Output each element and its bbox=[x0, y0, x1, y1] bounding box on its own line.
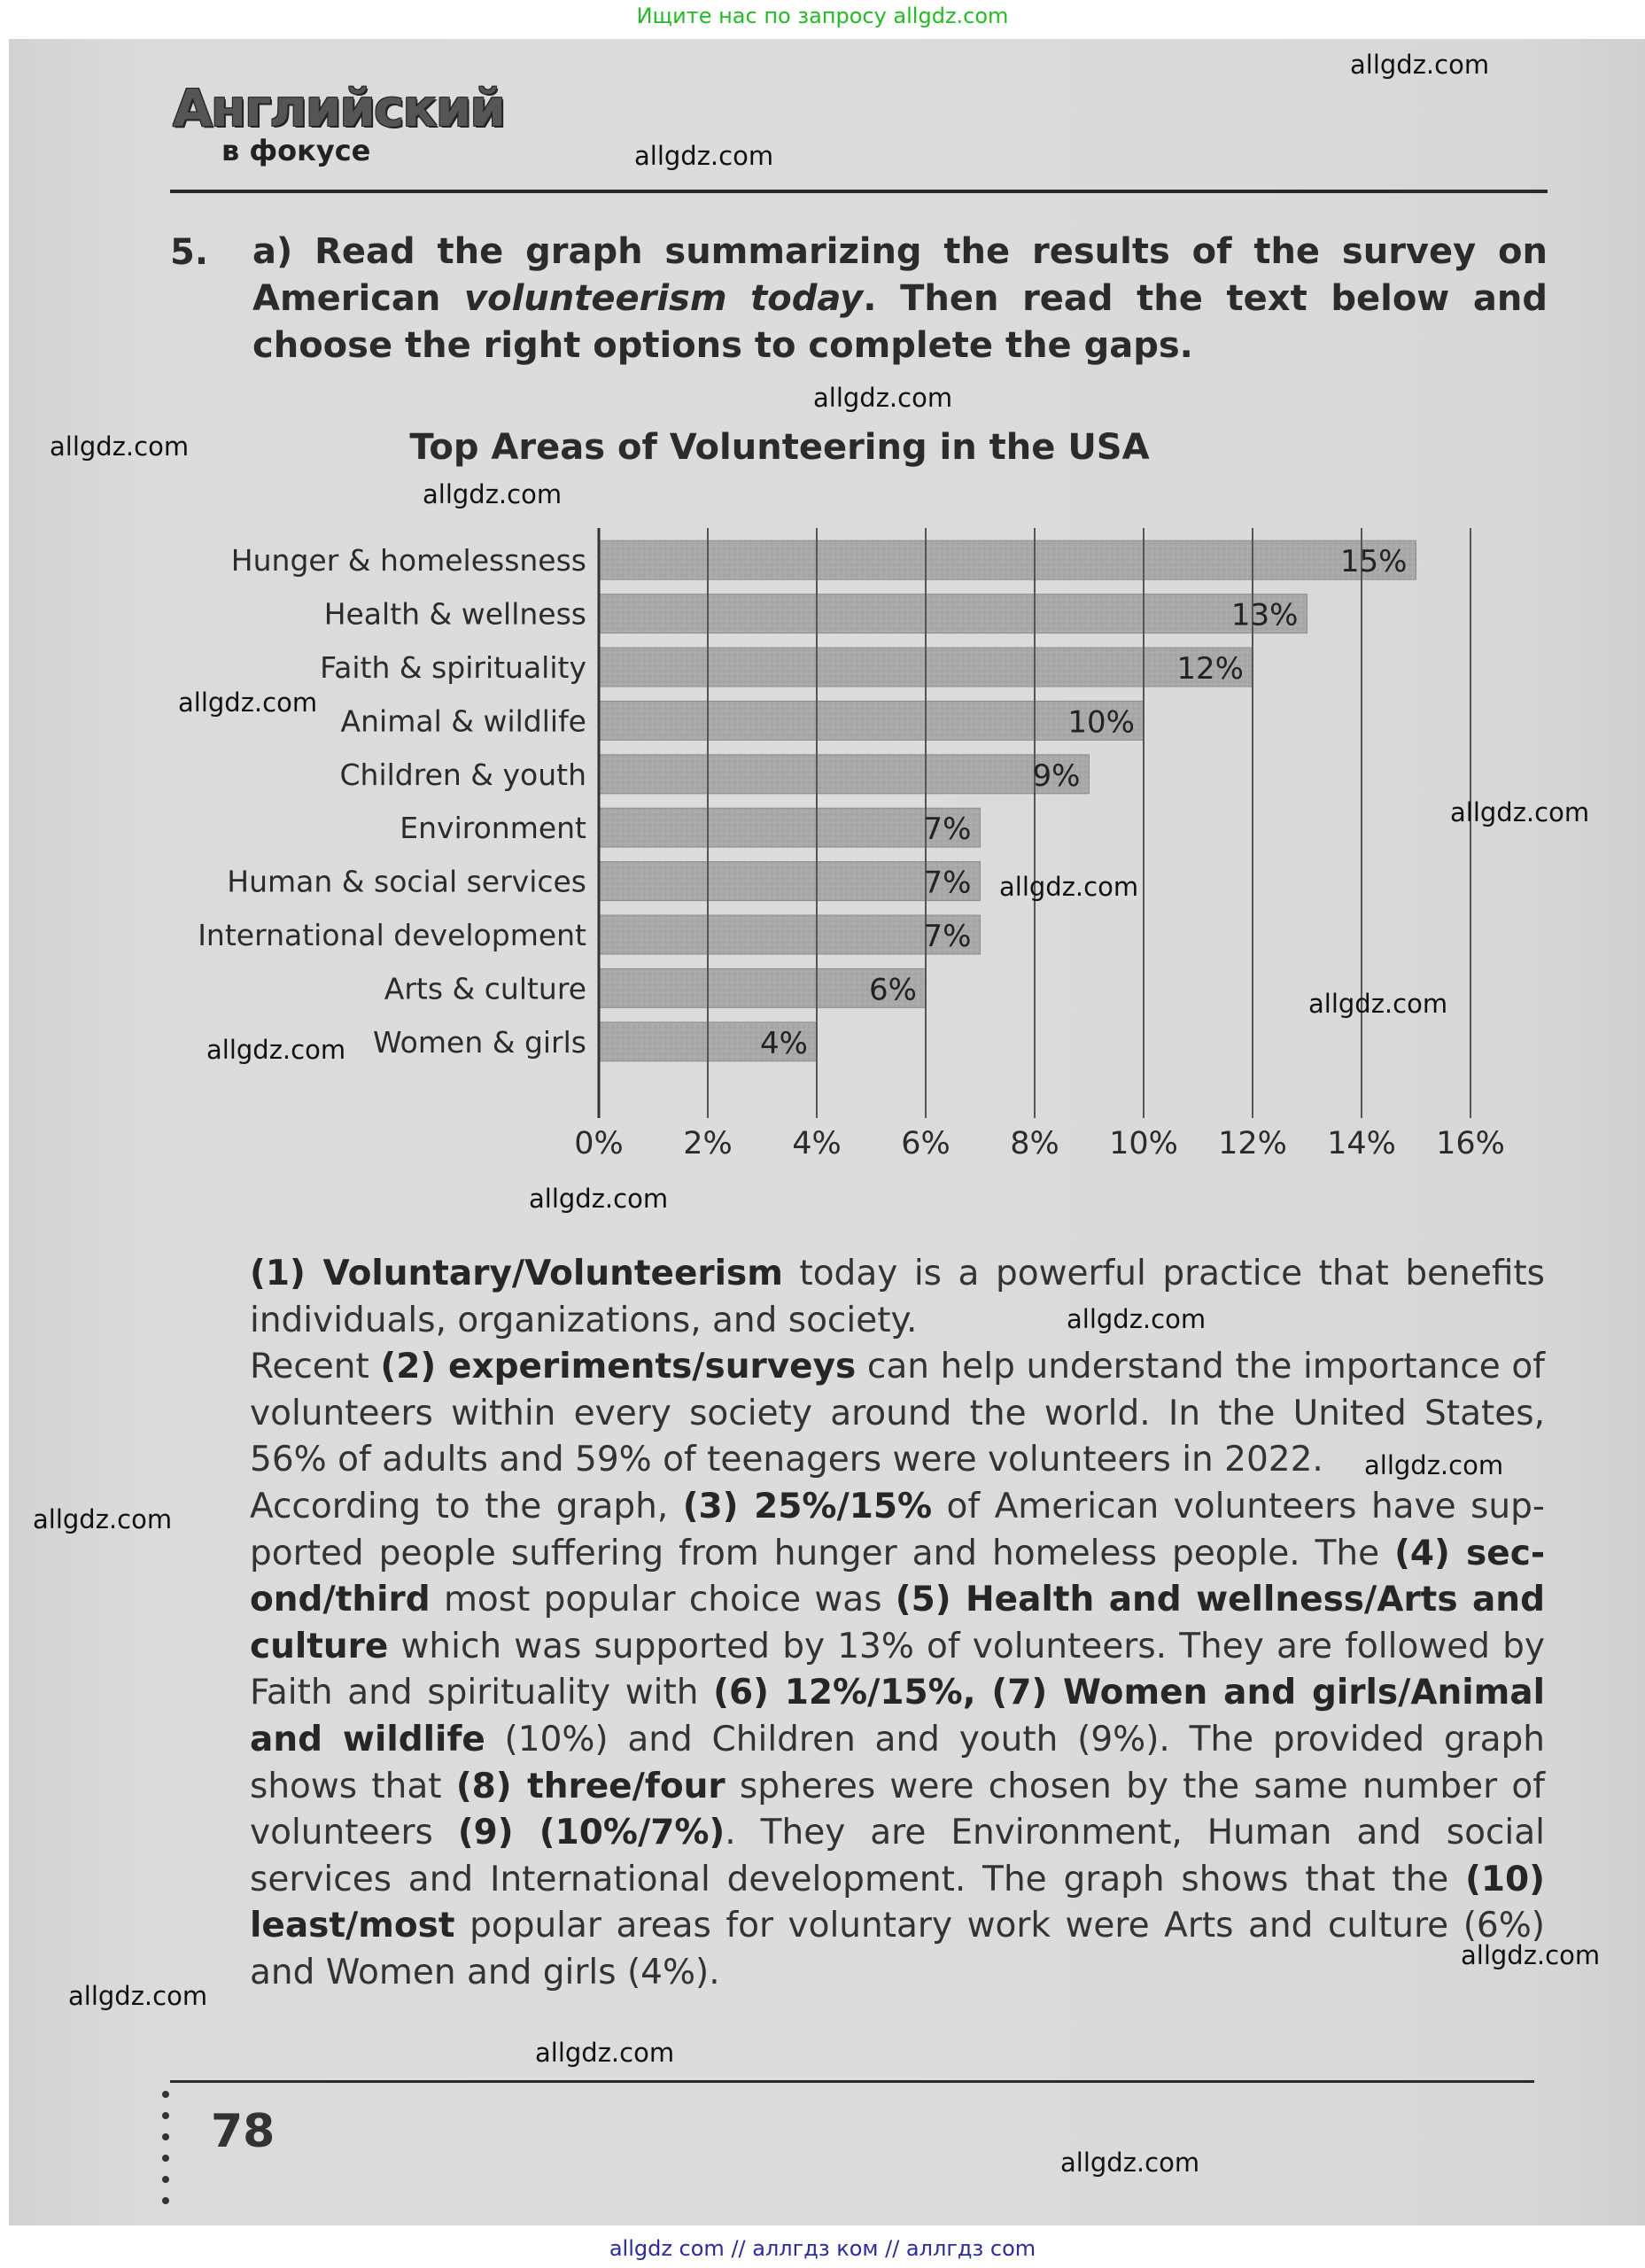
chart-value-label: 12% bbox=[1176, 651, 1244, 687]
chart-title: Top Areas of Volunteering in the USA bbox=[409, 427, 1150, 468]
chart-bar bbox=[599, 701, 1144, 740]
footer-rule bbox=[170, 2080, 1534, 2083]
passage-segment: which was supported by 13% of volunteers. They are followed by Faith and spirituality with bbox=[250, 1626, 1545, 1713]
watermark: allgdz.com bbox=[529, 1184, 669, 1214]
watermark: allgdz.com bbox=[33, 1504, 173, 1534]
passage-segment: spheres were chosen by the same number of volunteers bbox=[250, 1766, 1545, 1853]
chart-bar bbox=[599, 755, 1090, 794]
chart-category-label: International development bbox=[198, 918, 586, 952]
watermark: allgdz.com bbox=[1308, 989, 1448, 1019]
watermark: allgdz.com bbox=[999, 872, 1139, 902]
watermark: allgdz.com bbox=[1461, 1940, 1601, 1970]
margin-dot bbox=[162, 2155, 169, 2162]
top-banner[interactable]: Ищите нас по запросу allgdz.com bbox=[636, 4, 1009, 28]
watermark: allgdz.com bbox=[1450, 797, 1590, 827]
chart-category-label: Women & girls bbox=[372, 1024, 586, 1060]
chart-tick-label: 0% bbox=[574, 1126, 624, 1161]
gap-options: (2) experiments/surveys bbox=[380, 1347, 857, 1387]
gap-options: (3) 25%/15% bbox=[682, 1486, 933, 1526]
bottom-banner[interactable]: allgdz com // аллгдз ком // аллгдз com bbox=[609, 2236, 1036, 2261]
watermark: allgdz.com bbox=[813, 383, 953, 413]
watermark: allgdz.com bbox=[535, 2038, 675, 2068]
chart-value-label: 13% bbox=[1230, 597, 1299, 633]
chart-bar bbox=[599, 594, 1307, 633]
chart-tick-label: 16% bbox=[1436, 1126, 1505, 1161]
chart-category-label: Human & social services bbox=[227, 864, 586, 899]
chart-category-label: Hunger & homelessness bbox=[230, 543, 586, 579]
chart-tick-label: 14% bbox=[1327, 1126, 1396, 1161]
gap-options: (5) Health and wellness/Arts and culture bbox=[250, 1580, 1545, 1666]
watermark: allgdz.com bbox=[68, 1981, 208, 2011]
passage-segment: popular areas for voluntary work were Arts and culture (6%) and Women and girls (4%). bbox=[250, 1906, 1545, 1992]
margin-dot bbox=[162, 2091, 169, 2098]
task-text-italic: volunteerism today bbox=[464, 278, 864, 319]
passage-segment: Recent bbox=[250, 1347, 381, 1387]
chart-tick-label: 6% bbox=[901, 1126, 951, 1161]
chart-value-label: 4% bbox=[760, 1025, 808, 1061]
chart-bar bbox=[599, 540, 1416, 579]
chart-value-label: 6% bbox=[869, 972, 917, 1008]
gap-options: (6) 12%/15%, (7) Women and girls/Animal and wildlife bbox=[250, 1673, 1545, 1759]
passage-segment: of American volunteers have supported people suffering from hunger and homeless people. The bbox=[250, 1486, 1545, 1573]
gap-options: (1) Voluntary/Volunteerism bbox=[250, 1254, 783, 1293]
chart-value-label: 7% bbox=[923, 865, 972, 901]
watermark: allgdz.com bbox=[1067, 1304, 1207, 1334]
margin-dot bbox=[162, 2133, 169, 2140]
chart-category-label: Environment bbox=[400, 811, 586, 846]
chart-value-label: 10% bbox=[1067, 704, 1135, 741]
chart-value-label: 15% bbox=[1339, 544, 1408, 580]
passage-segment: most popular choice was bbox=[430, 1580, 896, 1620]
watermark: allgdz.com bbox=[1060, 2148, 1200, 2178]
margin-dot bbox=[162, 2112, 169, 2119]
book-logo: Английский bbox=[173, 78, 505, 138]
chart-category-label: Animal & wildlife bbox=[340, 703, 586, 739]
watermark: allgdz.com bbox=[1364, 1450, 1504, 1480]
chart-value-label: 9% bbox=[1032, 757, 1081, 794]
chart-category-label: Arts & culture bbox=[384, 971, 586, 1006]
passage-segment: According to the graph, bbox=[250, 1486, 683, 1526]
watermark: allgdz.com bbox=[178, 687, 318, 718]
chart-tick-label: 10% bbox=[1109, 1126, 1178, 1161]
task-text-after: . Then read the text below and choose the right options to complete the gaps. bbox=[252, 278, 1548, 366]
chart-category-label: Faith & spirituality bbox=[320, 650, 586, 685]
task-number: 5. bbox=[170, 232, 209, 273]
chart-tick-label: 8% bbox=[1010, 1126, 1059, 1161]
passage-text bbox=[250, 1251, 1545, 1997]
watermark: allgdz.com bbox=[206, 1035, 346, 1065]
watermark: allgdz.com bbox=[1350, 50, 1490, 80]
chart-value-label: 7% bbox=[923, 919, 972, 954]
chart-category-label: Health & wellness bbox=[323, 596, 586, 632]
margin-dot bbox=[162, 2176, 169, 2183]
watermark: allgdz.com bbox=[634, 141, 774, 171]
passage-segment: (10%) and Children and youth (9%). The provided graph shows that bbox=[250, 1719, 1545, 1806]
gap-options: (9) (10%/7%) bbox=[457, 1813, 726, 1853]
margin-dot bbox=[162, 2197, 169, 2204]
watermark: allgdz.com bbox=[423, 479, 563, 509]
chart-tick-label: 4% bbox=[792, 1126, 842, 1161]
page-number: 78 bbox=[211, 2105, 275, 2158]
gap-options: (8) three/four bbox=[455, 1766, 726, 1806]
chart-tick-label: 12% bbox=[1218, 1126, 1287, 1161]
chart-category-label: Children & youth bbox=[339, 757, 586, 792]
passage-segment: can help understand the importance of volunteers within every society around the world. In the United States, 56% of adults and 59% of teenagers were volunteers in 2022. bbox=[250, 1347, 1545, 1480]
chart-value-label: 7% bbox=[923, 812, 972, 848]
passage-segment: . They are Environment, Human and social services and International development. The graph shows that the bbox=[250, 1813, 1545, 1899]
chart-tick-label: 2% bbox=[683, 1126, 733, 1161]
book-logo-subtitle: в фокусе bbox=[221, 134, 371, 167]
watermark: allgdz.com bbox=[50, 431, 190, 462]
passage-segment: today is a powerful practice that benefits individuals, organizations, and society. bbox=[250, 1254, 1546, 1340]
gap-options: (10) least/most bbox=[250, 1859, 1545, 1946]
task-text-before: a) Read the graph summarizing the results of the survey on American bbox=[252, 231, 1548, 319]
gap-options: (4) second/third bbox=[250, 1533, 1545, 1620]
